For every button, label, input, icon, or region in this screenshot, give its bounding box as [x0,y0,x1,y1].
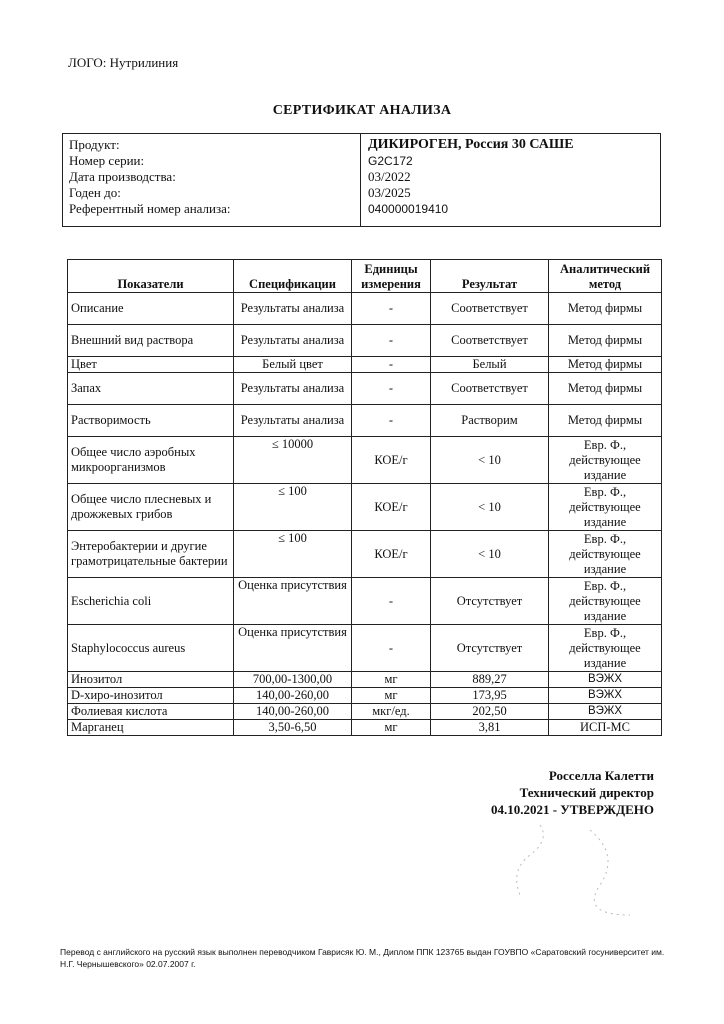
row-method: Метод фирмы [549,293,662,325]
label-batch: Номер серии: [69,153,145,168]
row-unit: - [352,578,431,625]
row-specification: Результаты анализа [234,373,352,405]
row-specification: ≤ 10000 [234,437,352,484]
table-row [68,531,662,578]
row-parameter: Марганец [68,720,234,736]
row-specification: 140,00-260,00 [234,704,352,720]
row-result: Растворим [431,405,549,437]
row-parameter: Фолиевая кислота [68,704,234,720]
row-specification: Оценка присутствия [234,578,352,625]
row-unit: - [352,373,431,405]
table-row [68,373,662,405]
row-method: Метод фирмы [549,325,662,357]
row-method: Евр. Ф., действующее издание [549,578,662,625]
header-specification: Спецификации [234,260,352,293]
value-product: ДИКИРОГЕН, Россия 30 САШЕ [368,137,574,152]
label-production-date: Дата производства: [69,169,176,184]
row-unit: - [352,325,431,357]
row-specification: 700,00-1300,00 [234,672,352,688]
table-row [68,325,662,357]
row-parameter: Запах [68,373,234,405]
row-method: ВЭЖХ [549,672,662,688]
label-expiry: Годен до: [69,185,121,200]
row-result: < 10 [431,484,549,531]
row-specification: Белый цвет [234,357,352,373]
value-expiry: 03/2025 [368,185,411,200]
row-unit: КОЕ/г [352,484,431,531]
row-parameter: Энтеробактерии и другие грамотрицательные бактерии [68,531,234,578]
row-result: 889,27 [431,672,549,688]
row-unit: - [352,405,431,437]
row-parameter: D-хиро-инозитол [68,688,234,704]
header-units: Единицы измерения [352,260,431,293]
row-specification: Оценка присутствия [234,625,352,672]
table-row [68,293,662,325]
header-method: Аналитический метод [549,260,662,293]
row-parameter: Инозитол [68,672,234,688]
row-specification: ≤ 100 [234,531,352,578]
table-row [68,484,662,531]
header-result: Результат [431,260,549,293]
product-info-box [62,133,661,227]
signatory-name: Росселла Калетти [548,768,654,783]
row-unit: мг [352,672,431,688]
value-batch: G2C172 [368,154,413,168]
row-result: < 10 [431,437,549,484]
row-parameter: Растворимость [68,405,234,437]
row-result: Белый [431,357,549,373]
row-unit: - [352,625,431,672]
row-method: Евр. Ф., действующее издание [549,625,662,672]
table-row [68,405,662,437]
row-method: ВЭЖХ [549,704,662,720]
value-production-date: 03/2022 [368,169,411,184]
table-row [68,357,662,373]
row-specification: Результаты анализа [234,405,352,437]
approval-date: 04.10.2021 - УТВЕРЖДЕНО [490,802,654,817]
row-unit: КОЕ/г [352,437,431,484]
row-result: < 10 [431,531,549,578]
row-specification: 140,00-260,00 [234,688,352,704]
row-unit: - [352,357,431,373]
row-result: Соответствует [431,373,549,405]
signatory-position: Технический директор [519,785,654,800]
table-row [68,437,662,484]
row-specification: Результаты анализа [234,293,352,325]
row-result: 173,95 [431,688,549,704]
row-result: 3,81 [431,720,549,736]
row-parameter: Staphylococcus aureus [68,625,234,672]
document-title: СЕРТИФИКАТ АНАЛИЗА [272,103,452,118]
row-method: ИСП-МС [549,720,662,736]
row-unit: - [352,293,431,325]
table-row [68,704,662,720]
row-unit: мкг/ед. [352,704,431,720]
row-method: Евр. Ф., действующее издание [549,484,662,531]
label-product: Продукт: [69,137,120,152]
row-result: Соответствует [431,325,549,357]
row-parameter: Общее число плесневых и дрожжевых грибов [68,484,234,531]
row-specification: Результаты анализа [234,325,352,357]
row-method: Метод фирмы [549,357,662,373]
row-result: Соответствует [431,293,549,325]
row-specification: 3,50-6,50 [234,720,352,736]
row-specification: ≤ 100 [234,484,352,531]
signature-scribble-icon [480,815,660,925]
row-unit: мг [352,688,431,704]
header-parameter: Показатели [68,260,234,293]
table-row [68,720,662,736]
row-result: 202,50 [431,704,549,720]
table-row [68,688,662,704]
table-row [68,625,662,672]
table-row [68,578,662,625]
row-method: Евр. Ф., действующее издание [549,437,662,484]
product-info-labels [63,134,361,226]
row-parameter: Цвет [68,357,234,373]
row-parameter: Описание [68,293,234,325]
row-result: Отсутствует [431,578,549,625]
row-method: Метод фирмы [549,373,662,405]
row-method: ВЭЖХ [549,688,662,704]
value-reference-number: 040000019410 [368,202,449,216]
row-unit: КОЕ/г [352,531,431,578]
row-parameter: Внешний вид раствора [68,325,234,357]
analysis-table [67,259,662,736]
translation-note: Перевод с английского на русский язык выполнен переводчиком Гаврисяк Ю. М., Диплом ППК 123765 выдан ГОУВПО «Саратовский госуниверситет им. Н.Г. Чернышевского» 02.07.2007 г. [60,947,665,969]
row-result: Отсутствует [431,625,549,672]
table-row [68,672,662,688]
label-reference-number: Референтный номер анализа: [69,201,231,216]
row-method: Метод фирмы [549,405,662,437]
logo-text: ЛОГО: Нутрилиния [68,55,179,70]
row-method: Евр. Ф., действующее издание [549,531,662,578]
row-parameter: Escherichia coli [68,578,234,625]
product-info-values [361,134,660,226]
row-parameter: Общее число аэробных микроорганизмов [68,437,234,484]
row-unit: мг [352,720,431,736]
table-header-row [68,260,662,293]
